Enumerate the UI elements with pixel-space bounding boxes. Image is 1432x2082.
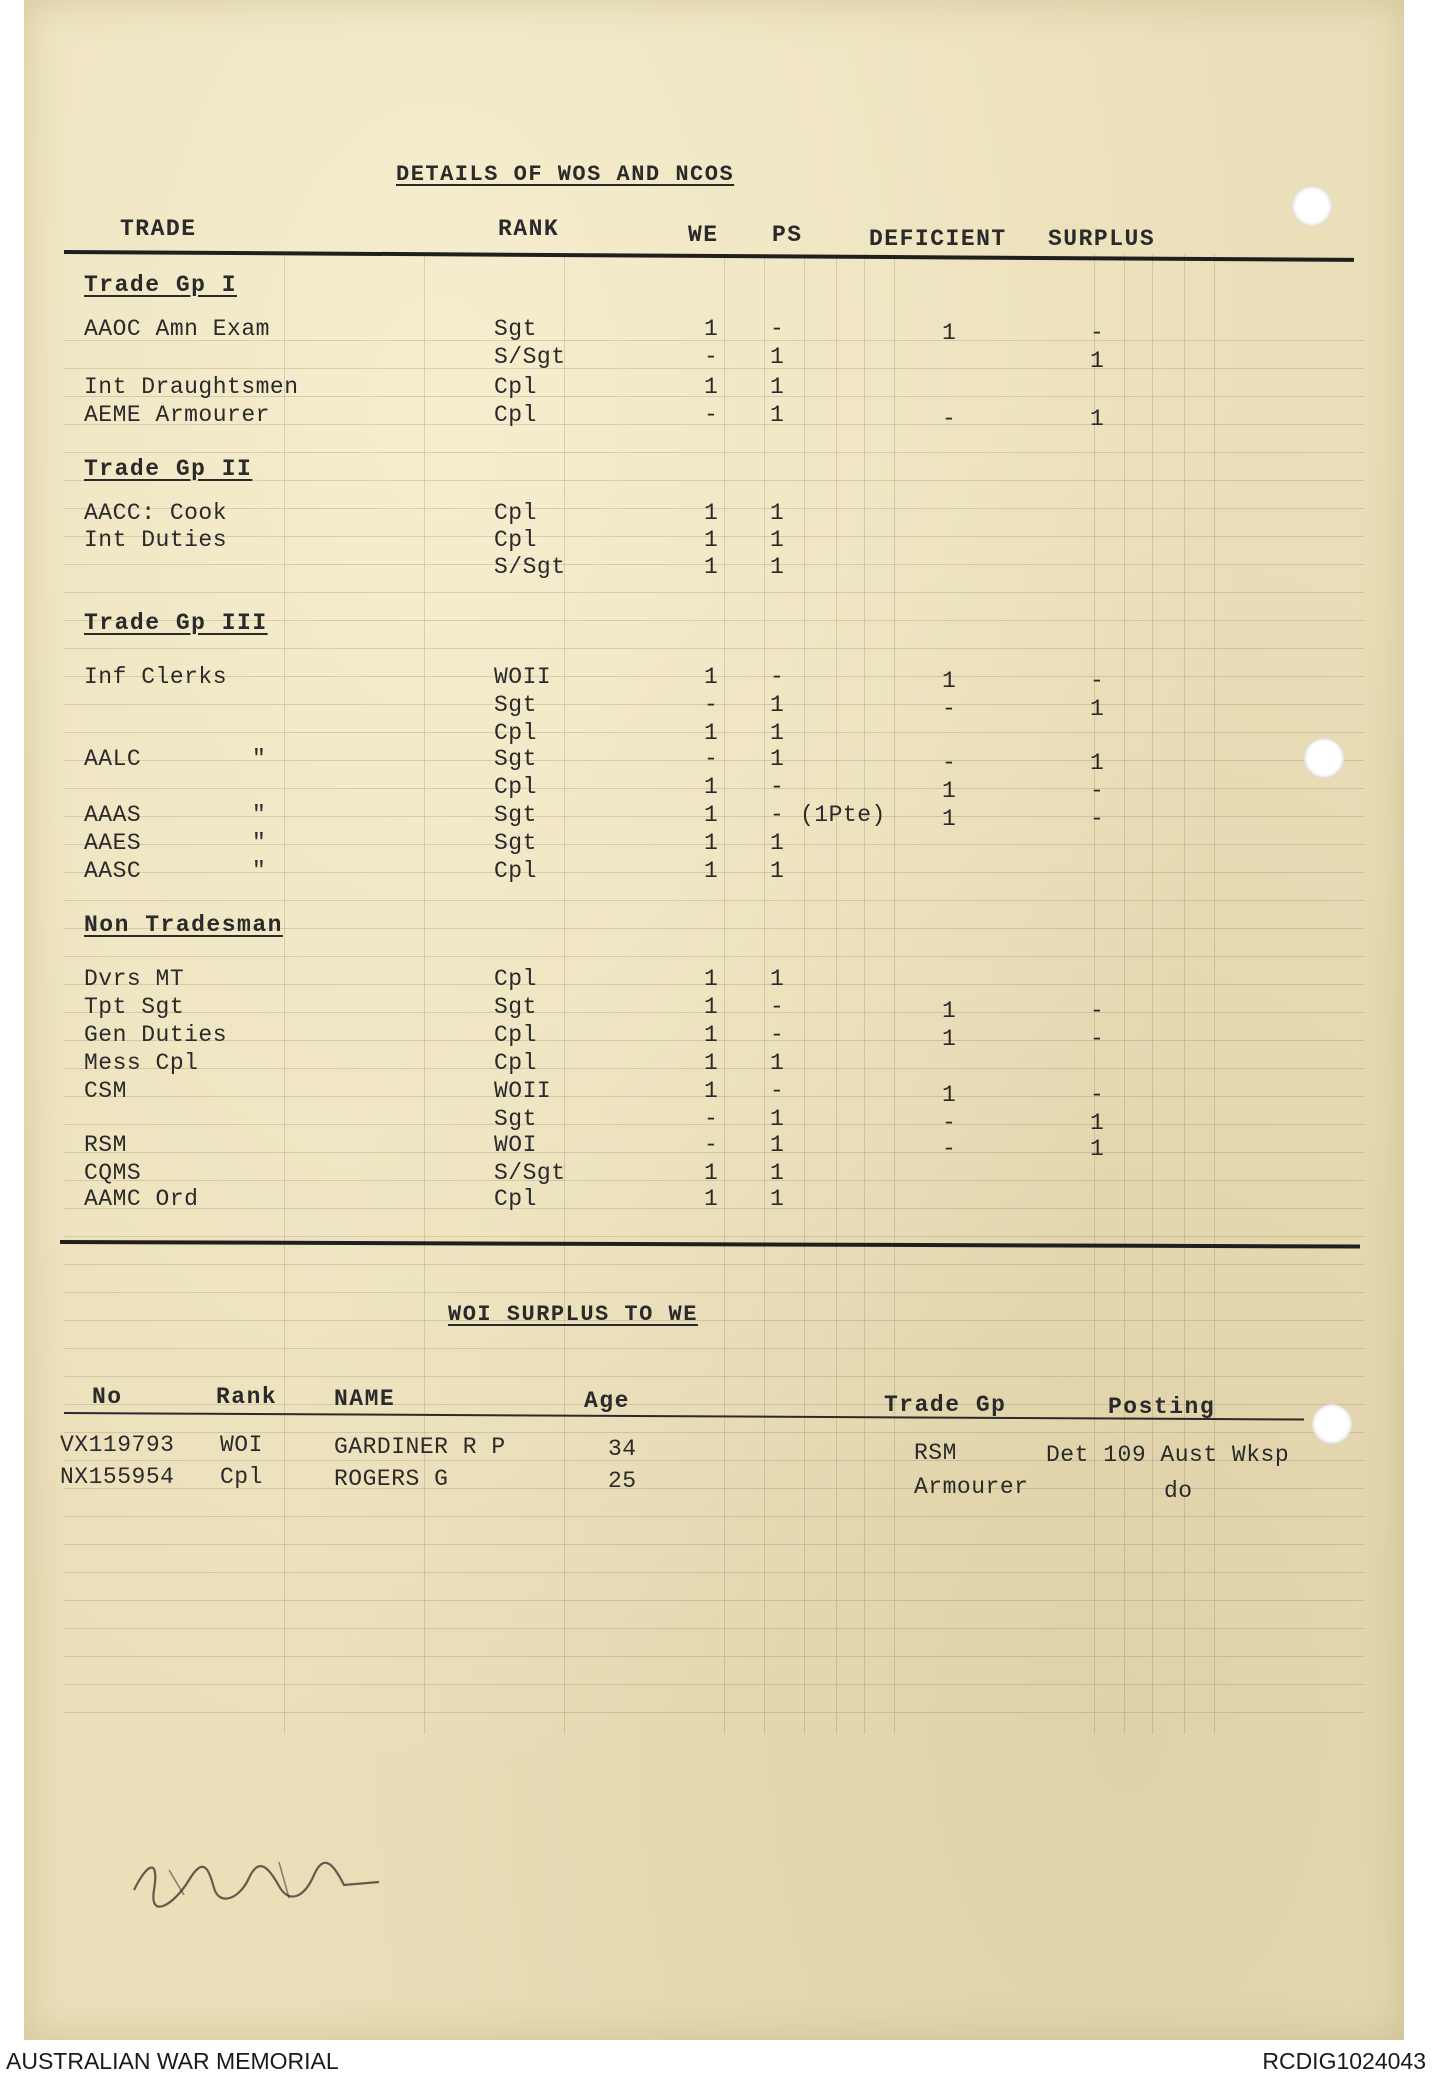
row-ps: - (770, 316, 785, 342)
surplus-entry-rank: Cpl (220, 1464, 263, 1490)
row-trade: Int Draughtsmen (84, 374, 299, 400)
row-rank: WOII (494, 1078, 552, 1104)
row-deficient: - (942, 1136, 957, 1162)
row-ps: 1 (770, 1106, 785, 1132)
show-through-line (424, 254, 425, 1734)
row-trade: CQMS (84, 1160, 142, 1186)
row-ps: 1 (770, 527, 785, 553)
surplus-entry-age: 25 (608, 1468, 637, 1494)
surplus-entry-no: NX155954 (60, 1464, 175, 1490)
surplus-entry-name: GARDINER R P (334, 1434, 506, 1460)
row-rank: S/Sgt (494, 344, 566, 370)
row-surplus: 1 (1090, 1136, 1105, 1162)
row-deficient: - (942, 1110, 957, 1136)
row-rank: WOII (494, 664, 552, 690)
show-through-line (804, 254, 805, 1734)
row-ps: 1 (770, 1160, 785, 1186)
row-ps: 1 (770, 1050, 785, 1076)
footer-id: RCDIG1024043 (1262, 2048, 1426, 2074)
show-through-line (64, 1376, 1364, 1377)
row-surplus: - (1090, 1082, 1105, 1108)
show-through-line (64, 648, 1364, 649)
row-trade: Inf Clerks (84, 664, 228, 690)
form-heading: DETAILS OF WOS AND NCOS (396, 162, 735, 187)
row-we: 1 (704, 1186, 719, 1212)
row-rank: Sgt (494, 316, 537, 342)
col-header-surplus-rank: Rank (216, 1384, 278, 1410)
row-deficient: 1 (942, 1082, 957, 1108)
surplus-entry-rank: WOI (220, 1432, 263, 1458)
col-header-age: Age (584, 1388, 630, 1414)
row-trade: AACC: Cook (84, 500, 228, 526)
section-heading: Trade Gp I (84, 272, 238, 298)
row-ps: 1 (770, 746, 785, 772)
show-through-line (836, 254, 837, 1734)
row-ps: 1 (770, 692, 785, 718)
row-deficient: - (942, 406, 957, 432)
show-through-line (64, 1348, 1364, 1349)
section-heading: Trade Gp II (84, 456, 253, 482)
row-we: 1 (704, 858, 719, 884)
row-surplus: - (1090, 806, 1105, 832)
row-we: 1 (704, 316, 719, 342)
row-surplus: - (1090, 778, 1105, 804)
row-surplus: 1 (1090, 696, 1105, 722)
row-we: 1 (704, 664, 719, 690)
row-we: - (704, 1132, 719, 1158)
row-rank: Sgt (494, 802, 537, 828)
section-heading: Trade Gp III (84, 610, 268, 636)
row-ps: - (770, 664, 785, 690)
show-through-line (64, 956, 1364, 957)
row-rank: Cpl (494, 966, 537, 992)
col-header-deficient: DEFICIENT (869, 226, 1007, 252)
row-ps: 1 (770, 344, 785, 370)
row-we: 1 (704, 1022, 719, 1048)
col-header-ps: PS (772, 222, 803, 248)
show-through-line (894, 254, 895, 1734)
row-trade: CSM (84, 1078, 127, 1104)
row-ps: 1 (770, 500, 785, 526)
row-we: 1 (704, 994, 719, 1020)
col-header-no: No (92, 1384, 123, 1410)
row-deficient: 1 (942, 1026, 957, 1052)
show-through-line (64, 1264, 1364, 1265)
row-rank: WOI (494, 1132, 537, 1158)
row-ps: 1 (770, 1132, 785, 1158)
row-rank: S/Sgt (494, 1160, 566, 1186)
show-through-line (1094, 254, 1095, 1734)
binder-hole (1304, 738, 1344, 778)
row-we: 1 (704, 966, 719, 992)
row-rank: Cpl (494, 774, 537, 800)
show-through-line (764, 254, 765, 1734)
row-we: 1 (704, 774, 719, 800)
show-through-line (1184, 254, 1185, 1734)
footer-credit: AUSTRALIAN WAR MEMORIAL (6, 2048, 339, 2074)
row-rank: Cpl (494, 1022, 537, 1048)
row-rank: Cpl (494, 1050, 537, 1076)
show-through-line (864, 254, 865, 1734)
table-end-rule (60, 1240, 1360, 1249)
row-we: - (704, 402, 719, 428)
surplus-entry-posting: do (1164, 1478, 1193, 1504)
row-surplus: 1 (1090, 1110, 1105, 1136)
row-we: 1 (704, 720, 719, 746)
row-rank: Sgt (494, 1106, 537, 1132)
row-deficient: 1 (942, 806, 957, 832)
row-trade: Int Duties (84, 527, 228, 553)
row-rank: Sgt (494, 692, 537, 718)
show-through-line (1124, 254, 1125, 1734)
row-trade: Mess Cpl (84, 1050, 199, 1076)
show-through-line (64, 1684, 1364, 1685)
col-header-trade-gp: Trade Gp (884, 1392, 1007, 1418)
show-through-line (64, 1572, 1364, 1573)
row-surplus: 1 (1090, 348, 1105, 374)
row-we: - (704, 692, 719, 718)
show-through-line (564, 254, 565, 1734)
row-deficient: 1 (942, 778, 957, 804)
show-through-line (284, 254, 285, 1734)
row-trade: Gen Duties (84, 1022, 228, 1048)
show-through-line (724, 254, 725, 1734)
document-page (24, 0, 1404, 2040)
row-ditto-mark: " (252, 746, 267, 772)
row-rank: S/Sgt (494, 554, 566, 580)
header-rule (64, 250, 1354, 262)
binder-hole (1312, 1404, 1352, 1444)
show-through-line (64, 1628, 1364, 1629)
row-surplus: - (1090, 668, 1105, 694)
signature (129, 1850, 389, 1910)
row-ps: 1 (770, 858, 785, 884)
row-we: 1 (704, 1160, 719, 1186)
surplus-entry-no: VX119793 (60, 1432, 175, 1458)
row-trade: AALC (84, 746, 142, 772)
row-we: - (704, 1106, 719, 1132)
row-ps: 1 (770, 966, 785, 992)
col-header-posting: Posting (1108, 1394, 1216, 1420)
row-we: 1 (704, 1078, 719, 1104)
row-ps: 1 (770, 830, 785, 856)
show-through-line (64, 1320, 1364, 1321)
col-header-surplus: SURPLUS (1048, 226, 1156, 252)
row-deficient: 1 (942, 320, 957, 346)
row-we: - (704, 746, 719, 772)
surplus-entry-age: 34 (608, 1436, 637, 1462)
row-trade: Tpt Sgt (84, 994, 185, 1020)
row-trade: Dvrs MT (84, 966, 185, 992)
surplus-entry-trade-gp: RSM (914, 1440, 957, 1466)
row-rank: Cpl (494, 858, 537, 884)
surplus-entry-name: ROGERS G (334, 1466, 449, 1492)
row-ps: - (770, 994, 785, 1020)
row-ditto-mark: " (252, 830, 267, 856)
row-we: 1 (704, 500, 719, 526)
row-ps: 1 (770, 402, 785, 428)
row-trade: AAOC Amn Exam (84, 316, 270, 342)
row-we: 1 (704, 374, 719, 400)
row-ps: 1 (770, 554, 785, 580)
row-rank: Sgt (494, 830, 537, 856)
row-we: 1 (704, 802, 719, 828)
row-surplus: 1 (1090, 750, 1105, 776)
show-through-line (64, 1600, 1364, 1601)
row-deficient: - (942, 696, 957, 722)
row-ditto-mark: " (252, 802, 267, 828)
col-header-we: WE (688, 222, 719, 248)
col-header-trade: TRADE (120, 216, 197, 242)
row-rank: Sgt (494, 746, 537, 772)
row-surplus: - (1090, 1026, 1105, 1052)
row-deficient: 1 (942, 668, 957, 694)
row-deficient: 1 (942, 998, 957, 1024)
show-through-line (64, 1236, 1364, 1237)
show-through-line (64, 1292, 1364, 1293)
row-ps: - (770, 1022, 785, 1048)
show-through-line (64, 480, 1364, 481)
row-trade: AAES (84, 830, 142, 856)
row-we: 1 (704, 830, 719, 856)
row-ps: 1 (770, 720, 785, 746)
row-surplus: - (1090, 320, 1105, 346)
binder-hole (1292, 186, 1332, 226)
col-header-name: NAME (334, 1386, 396, 1412)
row-surplus: - (1090, 998, 1105, 1024)
row-ps: 1 (770, 1186, 785, 1212)
row-note: (1Pte) (800, 802, 886, 828)
show-through-line (64, 592, 1364, 593)
row-deficient: - (942, 750, 957, 776)
show-through-line (1214, 254, 1215, 1734)
section-heading: Non Tradesman (84, 912, 283, 938)
row-rank: Cpl (494, 374, 537, 400)
row-ps: - (770, 774, 785, 800)
row-surplus: 1 (1090, 406, 1105, 432)
row-ps: 1 (770, 374, 785, 400)
row-we: 1 (704, 527, 719, 553)
row-rank: Cpl (494, 500, 537, 526)
show-through-line (64, 1544, 1364, 1545)
surplus-entry-posting: Det 109 Aust Wksp (1046, 1442, 1290, 1468)
show-through-line (1152, 254, 1153, 1734)
row-rank: Cpl (494, 527, 537, 553)
row-ps: - (770, 1078, 785, 1104)
show-through-line (64, 1516, 1364, 1517)
row-ditto-mark: " (252, 858, 267, 884)
show-through-line (64, 1656, 1364, 1657)
row-trade: AEME Armourer (84, 402, 270, 428)
row-trade: RSM (84, 1132, 127, 1158)
row-rank: Cpl (494, 402, 537, 428)
surplus-entry-trade-gp: Armourer (914, 1474, 1029, 1500)
row-trade: AAAS (84, 802, 142, 828)
show-through-line (64, 900, 1364, 901)
show-through-line (64, 1712, 1364, 1713)
surplus-heading: WOI SURPLUS TO WE (448, 1302, 698, 1327)
row-rank: Cpl (494, 720, 537, 746)
row-we: 1 (704, 1050, 719, 1076)
row-ps: - (770, 802, 785, 828)
row-rank: Sgt (494, 994, 537, 1020)
col-header-rank: RANK (498, 216, 560, 242)
row-we: - (704, 344, 719, 370)
row-rank: Cpl (494, 1186, 537, 1212)
show-through-line (64, 452, 1364, 453)
row-trade: AAMC Ord (84, 1186, 199, 1212)
row-we: 1 (704, 554, 719, 580)
row-trade: AASC (84, 858, 142, 884)
